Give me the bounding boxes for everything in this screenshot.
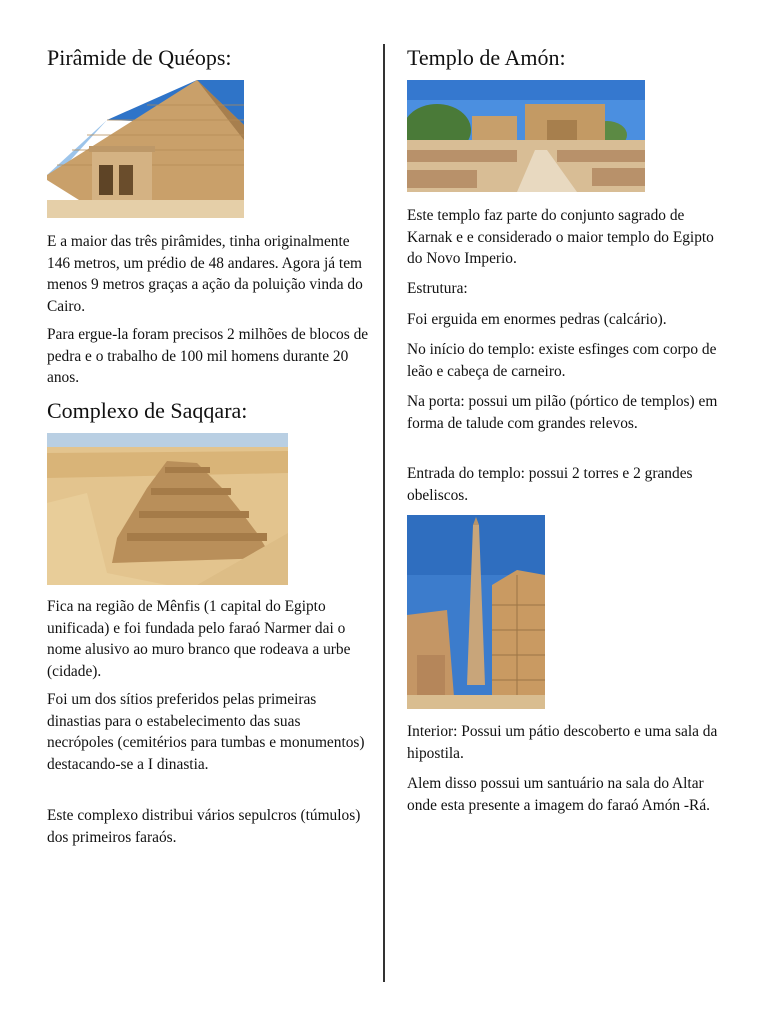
queops-paragraph-2: Para ergue-la foram precisos 2 milhões de blocos de pedra e o trabalho de 100 mil homens durante 20 anos. (47, 326, 369, 386)
saqqara-paragraph-2: Foi um dos sítios preferidos pelas primeiras dinastias para o estabelecimento das suas necrópoles (cemitérios para tumbas e monumentos) destacando-se a I dinastia. (47, 691, 365, 773)
section-title-saqqara: Complexo de Saqqara: (47, 398, 248, 423)
karnak-obelisk-image (407, 515, 545, 709)
section-title-amon: Templo de Amón: (407, 45, 566, 70)
saqqara-step-pyramid-image (47, 433, 288, 585)
amon-paragraph-structure: Estrutura: (407, 280, 468, 297)
saqqara-paragraph-1: Fica na região de Mênfis (1 capital do Egipto unificada) e foi fundada pelo faraó Narmer dai o nome alusivo ao muro branco que rodeava a urbe (cidade). (47, 598, 351, 680)
queops-paragraph-1: E a maior das três pirâmides, tinha originalmente 146 metros, um prédio de 48 andares. Agora já tem menos 9 metros graças a ação da poluição vinda do Cairo. (47, 233, 363, 315)
amon-paragraph-entrance: Entrada do templo: possui 2 torres e 2 grandes obeliscos. (407, 465, 693, 504)
pyramid-of-cheops-image (47, 80, 244, 218)
section-title-queops: Pirâmide de Quéops: (47, 45, 232, 70)
amon-paragraph-interior: Interior: Possui um pátio descoberto e uma sala da hipostila. (407, 723, 718, 762)
amon-paragraph-1: Este templo faz parte do conjunto sagrado de Karnak e e considerado o maior templo do Egipto do Novo Imperio. (407, 207, 714, 267)
saqqara-paragraph-3: Este complexo distribui vários sepulcros (túmulos) dos primeiros faraós. (47, 807, 361, 846)
amon-paragraph-stones: Foi erguida em enormes pedras (calcário). (407, 311, 667, 328)
amon-paragraph-door: Na porta: possui um pilão (pórtico de templos) em forma de talude com grandes relevos. (407, 393, 718, 432)
amon-paragraph-sphinx: No início do templo: existe esfinges com corpo de leão e cabeça de carneiro. (407, 341, 717, 380)
temple-of-amun-image (407, 80, 645, 192)
amon-paragraph-sanctuary: Alem disso possui um santuário na sala do Altar onde esta presente a imagem do faraó Amón -Rá. (407, 775, 711, 814)
column-divider (383, 44, 385, 982)
